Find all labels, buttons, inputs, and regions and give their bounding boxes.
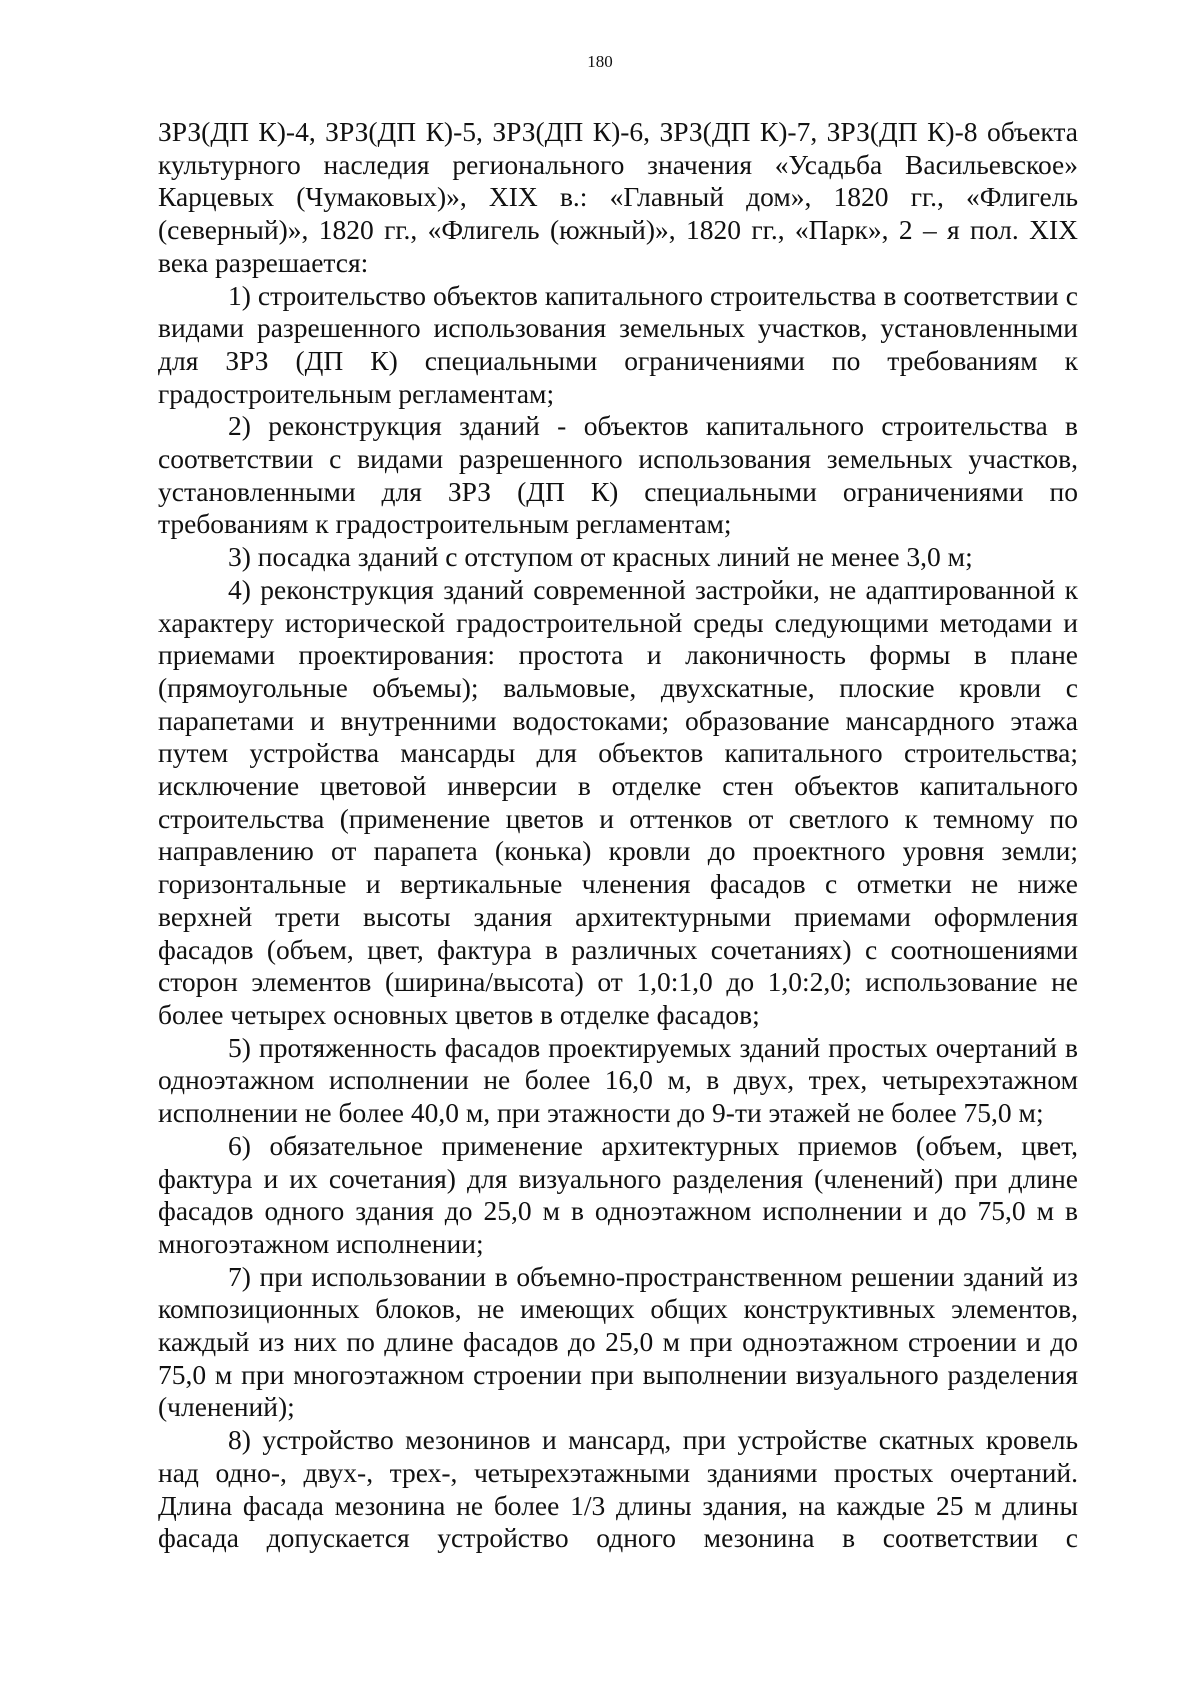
list-item-7: 7) при использовании в объемно-пространственном решении зданий из композиционных блоков, не имеющих общих конструктивных элементов, каждый из них по длине фасадов до 25,0 м при одноэтажном строении и до 75,0 м при многоэтажном строении при выполнении визуального разделения (членений); (158, 1260, 1078, 1423)
list-item-1: 1) строительство объектов капитального строительства в соответствии с видами разрешенного использования земельных участков, установленными для ЗРЗ (ДП К) специальными ограничениями по требованиям к градостроительным регламентам; (158, 279, 1078, 409)
list-item-5: 5) протяженность фасадов проектируемых зданий простых очертаний в одноэтажном исполнении не более 16,0 м, в двух, трех, четырехэтажном исполнении не более 40,0 м, при этажности до 9-ти этажей не более 75,0 м; (158, 1031, 1078, 1129)
list-item-6: 6) обязательное применение архитектурных приемов (объем, цвет, фактура и их сочетания) для визуального разделения (членений) при длине фасадов одного здания до 25,0 м в одноэтажном исполнении и до 75,0 м в многоэтажном исполнении; (158, 1129, 1078, 1259)
document-body (158, 116, 1078, 1555)
list-item-3: 3) посадка зданий с отступом от красных линий не менее 3,0 м; (228, 541, 973, 573)
page-number: 180 (587, 52, 613, 71)
list-item-4: 4) реконструкция зданий современной застройки, не адаптированной к характеру исторической градостроительной среды следующими методами и приемами проектирования: простота и лаконичность формы в плане (прямоугольные объемы); вальмовые, двухскатные, плоские кровли с парапетами и внутренними водостоками; образование мансардного этажа путем устройства мансарды для объектов капитального строительства; исключение цветовой инверсии в отделке стен объектов капитального строительства (применение цветов и оттенков от светлого к темному по направлению от парапета (конька) кровли до проектного уровня земли; горизонтальные и вертикальные членения фасадов с отметки не ниже верхней трети высоты здания архитектурными приемами оформления фасадов (объем, цвет, фактура в различных сочетаниях) с соотношениями сторон элементов (ширина/высота) от 1,0:1,0 до 1,0:2,0; использование не более четырех основных цветов в отделке фасадов; (158, 573, 1078, 1030)
list-item-2: 2) реконструкция зданий - объектов капитального строительства в соответствии с видами разрешенного использования земельных участков, установленными для ЗРЗ (ДП К) специальными ограничениями по требованиям к градостроительным регламентам; (158, 410, 1078, 540)
list-item-8: 8) устройство мезонинов и мансард, при устройстве скатных кровель над одно-, двух-, трех-, четырехэтажными зданиями простых очертаний. Длина фасада мезонина не более 1/3 длины здания, на каждые 25 м длины фасада допускается устройство одного мезонина в соответствии с (158, 1424, 1078, 1554)
intro-paragraph: ЗРЗ(ДП К)-4, ЗРЗ(ДП К)-5, ЗРЗ(ДП К)-6, ЗРЗ(ДП К)-7, ЗРЗ(ДП К)-8 объекта культурного наследия регионального значения «Усадьба Васильевское» Карцевых (Чумаковых)», XIX в.: «Главный дом», 1820 гг., «Флигель (северный)», 1820 гг., «Флигель (южный)», 1820 гг., «Парк», 2 – я пол. XIX века разрешается: (158, 116, 1078, 278)
